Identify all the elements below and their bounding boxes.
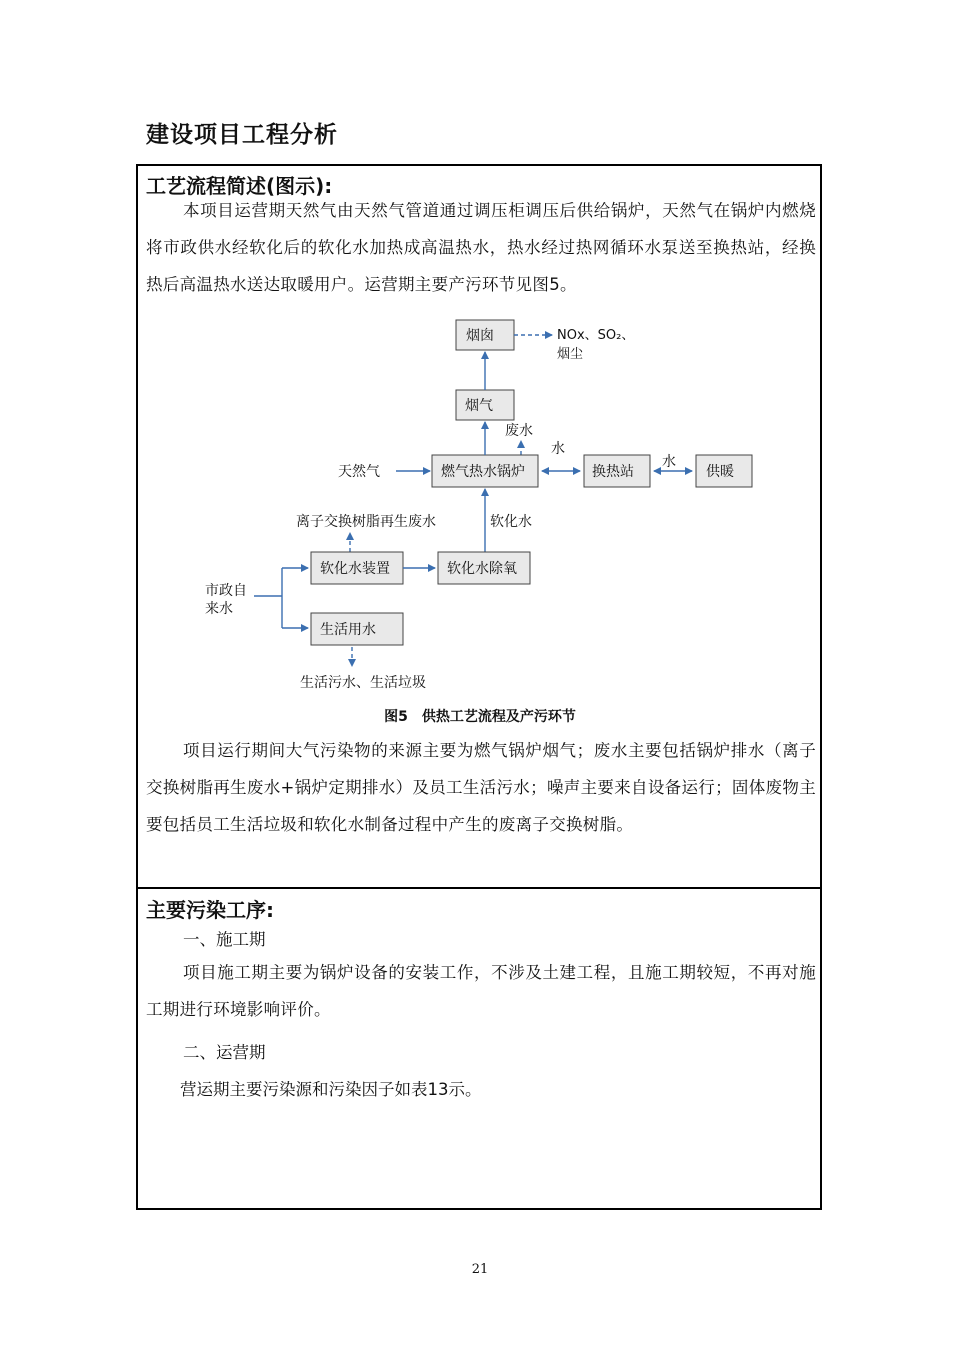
deaeration-label: 软化水除氧: [447, 561, 517, 577]
construction-period-paragraph: 项目施工期主要为锅炉设备的安装工作，不涉及土建工程，且施工期较短，不再对施工期进行环境影响评价。: [146, 963, 816, 1019]
natural-gas-label: 天然气: [338, 464, 380, 480]
heating-label: 供暖: [706, 464, 734, 480]
pollution-process-heading: 主要污染工序:: [146, 898, 274, 922]
emissions-label-2: 烟尘: [557, 347, 584, 362]
page-number: 21: [471, 1262, 489, 1277]
municipal-water-label-2: 来水: [205, 601, 233, 617]
operation-period-item: 二、运营期: [183, 1043, 266, 1062]
figure-caption: 图5 供热工艺流程及产污环节: [384, 709, 576, 725]
chimney-label: 烟囱: [466, 328, 494, 344]
pollution-sources-paragraph: 项目运行期间大气污染物的来源主要为燃气锅炉烟气；废水主要包括锅炉排水（离子交换树脂再生废水+锅炉定期排水）及员工生活污水；噪声主要来自设备运行；固体废物主要包括员工生活垃圾和软化水制备过程中产生的废离子交换树脂。: [146, 741, 816, 834]
domestic-water-label: 生活用水: [320, 622, 376, 638]
water-label-2: 水: [662, 454, 676, 470]
process-heading: 工艺流程简述(图示):: [146, 174, 333, 198]
domestic-waste-label: 生活污水、生活垃圾: [300, 675, 426, 691]
municipal-water-label-1: 市政自: [205, 583, 247, 599]
waste-water-label: 废水: [505, 423, 533, 439]
emissions-label-1: NOx、SO₂、: [557, 328, 635, 343]
softened-water-label: 软化水: [490, 514, 532, 530]
construction-period-item: 一、施工期: [183, 930, 266, 949]
flue-gas-label: 烟气: [465, 398, 493, 414]
boiler-label: 燃气热水锅炉: [441, 464, 525, 480]
water-label-1: 水: [551, 441, 565, 457]
page-title: 建设项目工程分析: [146, 122, 338, 148]
operation-period-paragraph: 营运期主要污染源和污染因子如表13示。: [180, 1080, 482, 1099]
softener-label: 软化水装置: [320, 561, 390, 577]
process-intro-paragraph: 本项目运营期天然气由天然气管道通过调压柜调压后供给锅炉，天然气在锅炉内燃烧将市政供水经软化后的软化水加热成高温热水，热水经过热网循环水泵送至换热站，经换热后高温热水送达取暖用户。运营期主要产污环节见图5。: [146, 201, 816, 294]
resin-waste-label: 离子交换树脂再生废水: [296, 514, 436, 530]
heat-exchange-label: 换热站: [592, 464, 634, 480]
